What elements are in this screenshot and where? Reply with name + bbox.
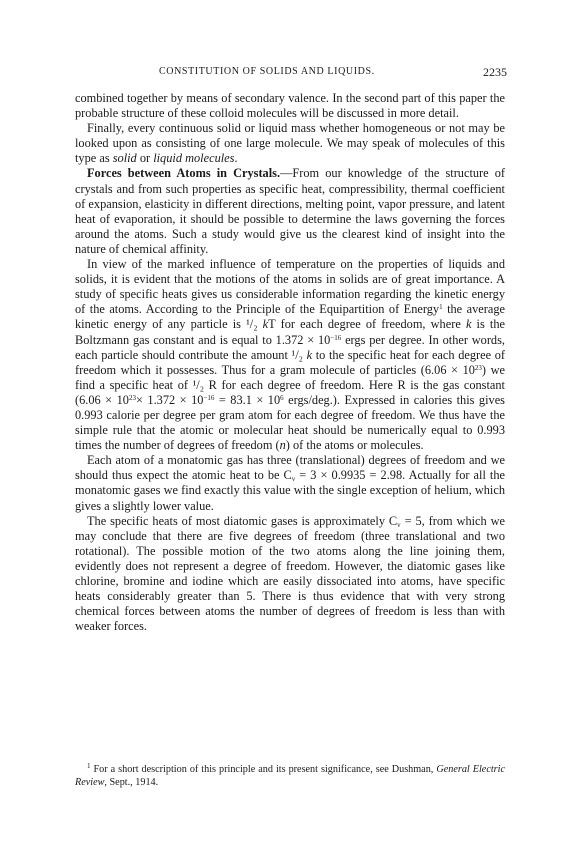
text-run: is the Boltzmann gas constant and is equal to 1.372 × 10 xyxy=(75,317,505,347)
text-run: , Sept., 1914. xyxy=(104,777,159,789)
section-heading: Forces between Atoms in Crystals. xyxy=(87,166,281,181)
exponent: −16 xyxy=(330,333,342,342)
text-run: Each atom of a monatomic gas has three (translational) degrees of freedom and we should thus expect the atomic heat to be C xyxy=(75,453,505,483)
math-symbol: n xyxy=(279,438,286,453)
text-run: the average kinetic energy of any particle is xyxy=(75,302,506,332)
exponent: −16 xyxy=(203,393,215,402)
footnote-marker: 1 xyxy=(87,762,91,770)
text-run: = 5, from which we may conclude that there are five degrees of freedom (three translational and two rotational). The possible motion of the two atoms along the line joining them, evidently does not represent a degree of freedom. However, the diatomic gases like chlorine, bromine and iodine which are easily dissociated into atoms, have specific heats considerably greater than 5. There is thus evidence that with very strong chemical forces between atoms the number of degrees of freedom is less than with weaker forces. xyxy=(75,513,506,634)
text-run: ergs/deg.). Expressed in calories this gives 0.993 calorie per degree per gram atom for each degree of freedom. We thus have the simple rule that the atomic or molecular heat should be numerically equal to 0.993 times the number of degrees of freedom ( xyxy=(75,392,505,453)
text-run: ergs per degree. In other words, each particle should contribute the amount xyxy=(75,332,505,362)
paragraph xyxy=(75,121,505,166)
exponent: 23 xyxy=(128,393,136,402)
text-run: to the specific heat for each degree of freedom which it possesses. Thus for a gram molecule of particles (6.06 × 10 xyxy=(75,347,506,377)
paragraph xyxy=(75,91,505,121)
text-run: T for each degree of freedom, where xyxy=(268,317,466,332)
text-run: —From our knowledge of the structure of crystals and from such properties as specific heat, compressibility, thermal coefficient of expansion, elasticity in different directions, melting point, vapor pressure, and latent heat of evaporation, it should be possible to determine the laws governing the forces around the atoms. Such a study would give us the clearest kind of insight into the nature of chemical affinity. xyxy=(75,166,505,256)
subscript: v xyxy=(397,520,401,529)
text-run: ) of the atoms or molecules. xyxy=(285,438,424,453)
text-run: = 3 × 0.9935 = 2.98. Actually for all the monatomic gases we find exactly this value with the single exception of helium, which gives a slightly lower value. xyxy=(75,468,506,513)
fraction: ¹/₂ xyxy=(246,317,258,332)
paragraph xyxy=(75,166,505,257)
italic-citation: General Electric Review xyxy=(75,764,505,789)
text-run: Finally, every continuous solid or liquid mass whether homogeneous or not may be looked upon as consisting of one large molecule. We may speak of molecules of this type as xyxy=(75,121,505,166)
paragraph xyxy=(75,257,505,453)
math-symbol: k xyxy=(306,347,313,362)
text-run: For a short description of this principle and its present significance, see Dushman, xyxy=(90,764,437,775)
exponent: 6 xyxy=(280,393,284,402)
text-run: ) we find a specific heat of xyxy=(75,362,505,392)
math-symbol: k xyxy=(262,317,269,332)
italic-term: solid xyxy=(112,151,137,166)
paragraph xyxy=(75,453,505,513)
body-text xyxy=(75,91,505,634)
text-run: R for each degree of freedom. Here R is the gas constant (6.06 × 10 xyxy=(75,377,505,407)
text-run: combined together by means of secondary valence. In the second part of this paper the probable structure of these colloid molecules will be discussed in more detail. xyxy=(75,91,505,121)
paragraph xyxy=(75,514,505,635)
math-symbol: k xyxy=(465,317,472,332)
exponent: 23 xyxy=(474,363,482,372)
italic-term: liquid molecules xyxy=(153,151,235,166)
footnote-marker: 1 xyxy=(439,303,443,312)
text-run: The specific heats of most diatomic gases is approximately C xyxy=(87,513,398,528)
fraction: ¹/₂ xyxy=(192,377,205,392)
fraction: ¹/₂ xyxy=(291,347,303,362)
running-title: CONSTITUTION OF SOLIDS AND LIQUIDS. xyxy=(159,66,375,77)
footnote xyxy=(75,763,505,789)
text-run: = 83.1 × 10 xyxy=(214,392,281,407)
text-run: × 1.372 × 10 xyxy=(135,392,204,407)
text-run: In view of the marked influence of temperature on the properties of liquids and solids, it is evident that the motions of the atoms in solids are of great importance. A study of specific heats gives us considerable information regarding the kinetic energy of the atoms. According to the Principle of the Equipartition of Energy xyxy=(75,257,505,317)
page-number: 2235 xyxy=(483,65,507,79)
text-run: or xyxy=(136,151,154,166)
subscript: v xyxy=(291,475,296,484)
text-run: . xyxy=(234,151,238,166)
